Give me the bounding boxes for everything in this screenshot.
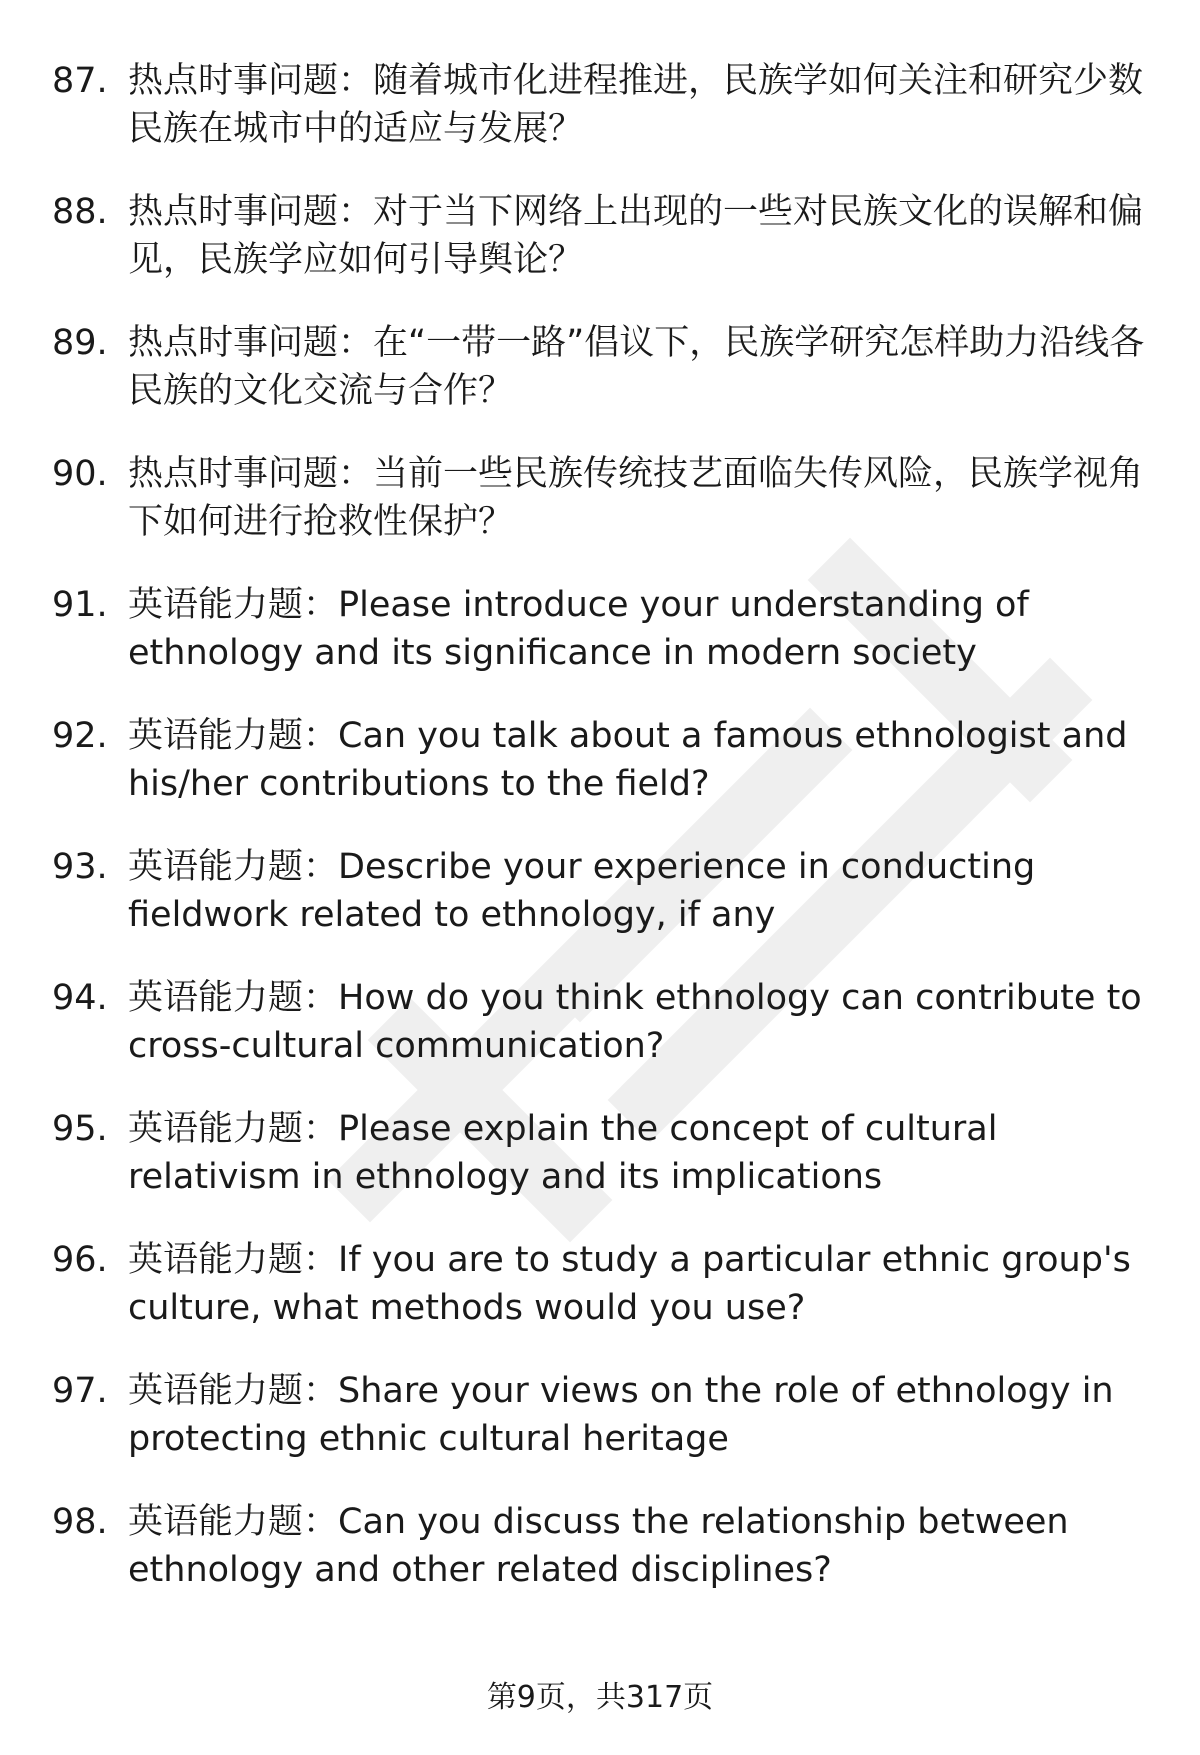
question-item	[0, 188, 1200, 319]
question-number: 95.	[52, 1109, 108, 1149]
question-item	[0, 974, 1200, 1105]
question-item	[0, 57, 1200, 188]
question-item	[0, 1236, 1200, 1367]
question-text: 英语能力题：Share your views on the role of ethnology in protecting ethnic cultural heritage	[128, 1371, 1114, 1459]
question-text: 英语能力题：Can you talk about a famous ethnologist and his/her contributions to the field?	[128, 716, 1128, 804]
question-text: 热点时事问题：当前一些民族传统技艺面临失传风险，民族学视角下如何进行抢救性保护？	[128, 454, 1144, 542]
question-item	[0, 581, 1200, 712]
question-text: 英语能力题：Please introduce your understanding of ethnology and its significance in modern society	[128, 585, 1029, 673]
question-number: 87.	[52, 61, 108, 101]
question-text: 英语能力题：Please explain the concept of cultural relativism in ethnology and its implications	[128, 1109, 998, 1197]
question-text: 英语能力题：How do you think ethnology can contribute to cross-cultural communication?	[128, 978, 1142, 1066]
question-number: 92.	[52, 716, 108, 756]
question-item	[0, 1498, 1200, 1629]
question-item	[0, 1367, 1200, 1498]
question-text: 英语能力题：Can you discuss the relationship between ethnology and other related disciplines?	[128, 1502, 1069, 1590]
question-number: 96.	[52, 1240, 108, 1280]
question-item	[0, 712, 1200, 843]
page-number-footer: 第9页，共317页	[486, 1680, 714, 1715]
question-text: 英语能力题：If you are to study a particular ethnic group's culture, what methods would you use?	[128, 1240, 1131, 1328]
question-text: 热点时事问题：随着城市化进程推进，民族学如何关注和研究少数民族在城市中的适应与发展？	[128, 61, 1144, 149]
question-number: 97.	[52, 1371, 108, 1411]
question-item	[0, 843, 1200, 974]
question-number: 98.	[52, 1502, 108, 1542]
question-text: 英语能力题：Describe your experience in conducting fieldwork related to ethnology, if any	[128, 847, 1036, 935]
question-text: 热点时事问题：对于当下网络上出现的一些对民族文化的误解和偏见，民族学应如何引导舆论？	[128, 192, 1144, 280]
question-item	[0, 319, 1200, 450]
question-number: 89.	[52, 323, 108, 363]
question-number: 88.	[52, 192, 108, 232]
question-item	[0, 1105, 1200, 1236]
question-text: 热点时事问题：在“一带一路”倡议下，民族学研究怎样助力沿线各民族的文化交流与合作？	[128, 323, 1145, 411]
question-number: 94.	[52, 978, 108, 1018]
question-number: 90.	[52, 454, 108, 494]
question-item	[0, 450, 1200, 581]
question-list	[0, 57, 1200, 1629]
question-number: 93.	[52, 847, 108, 887]
question-number: 91.	[52, 585, 108, 625]
